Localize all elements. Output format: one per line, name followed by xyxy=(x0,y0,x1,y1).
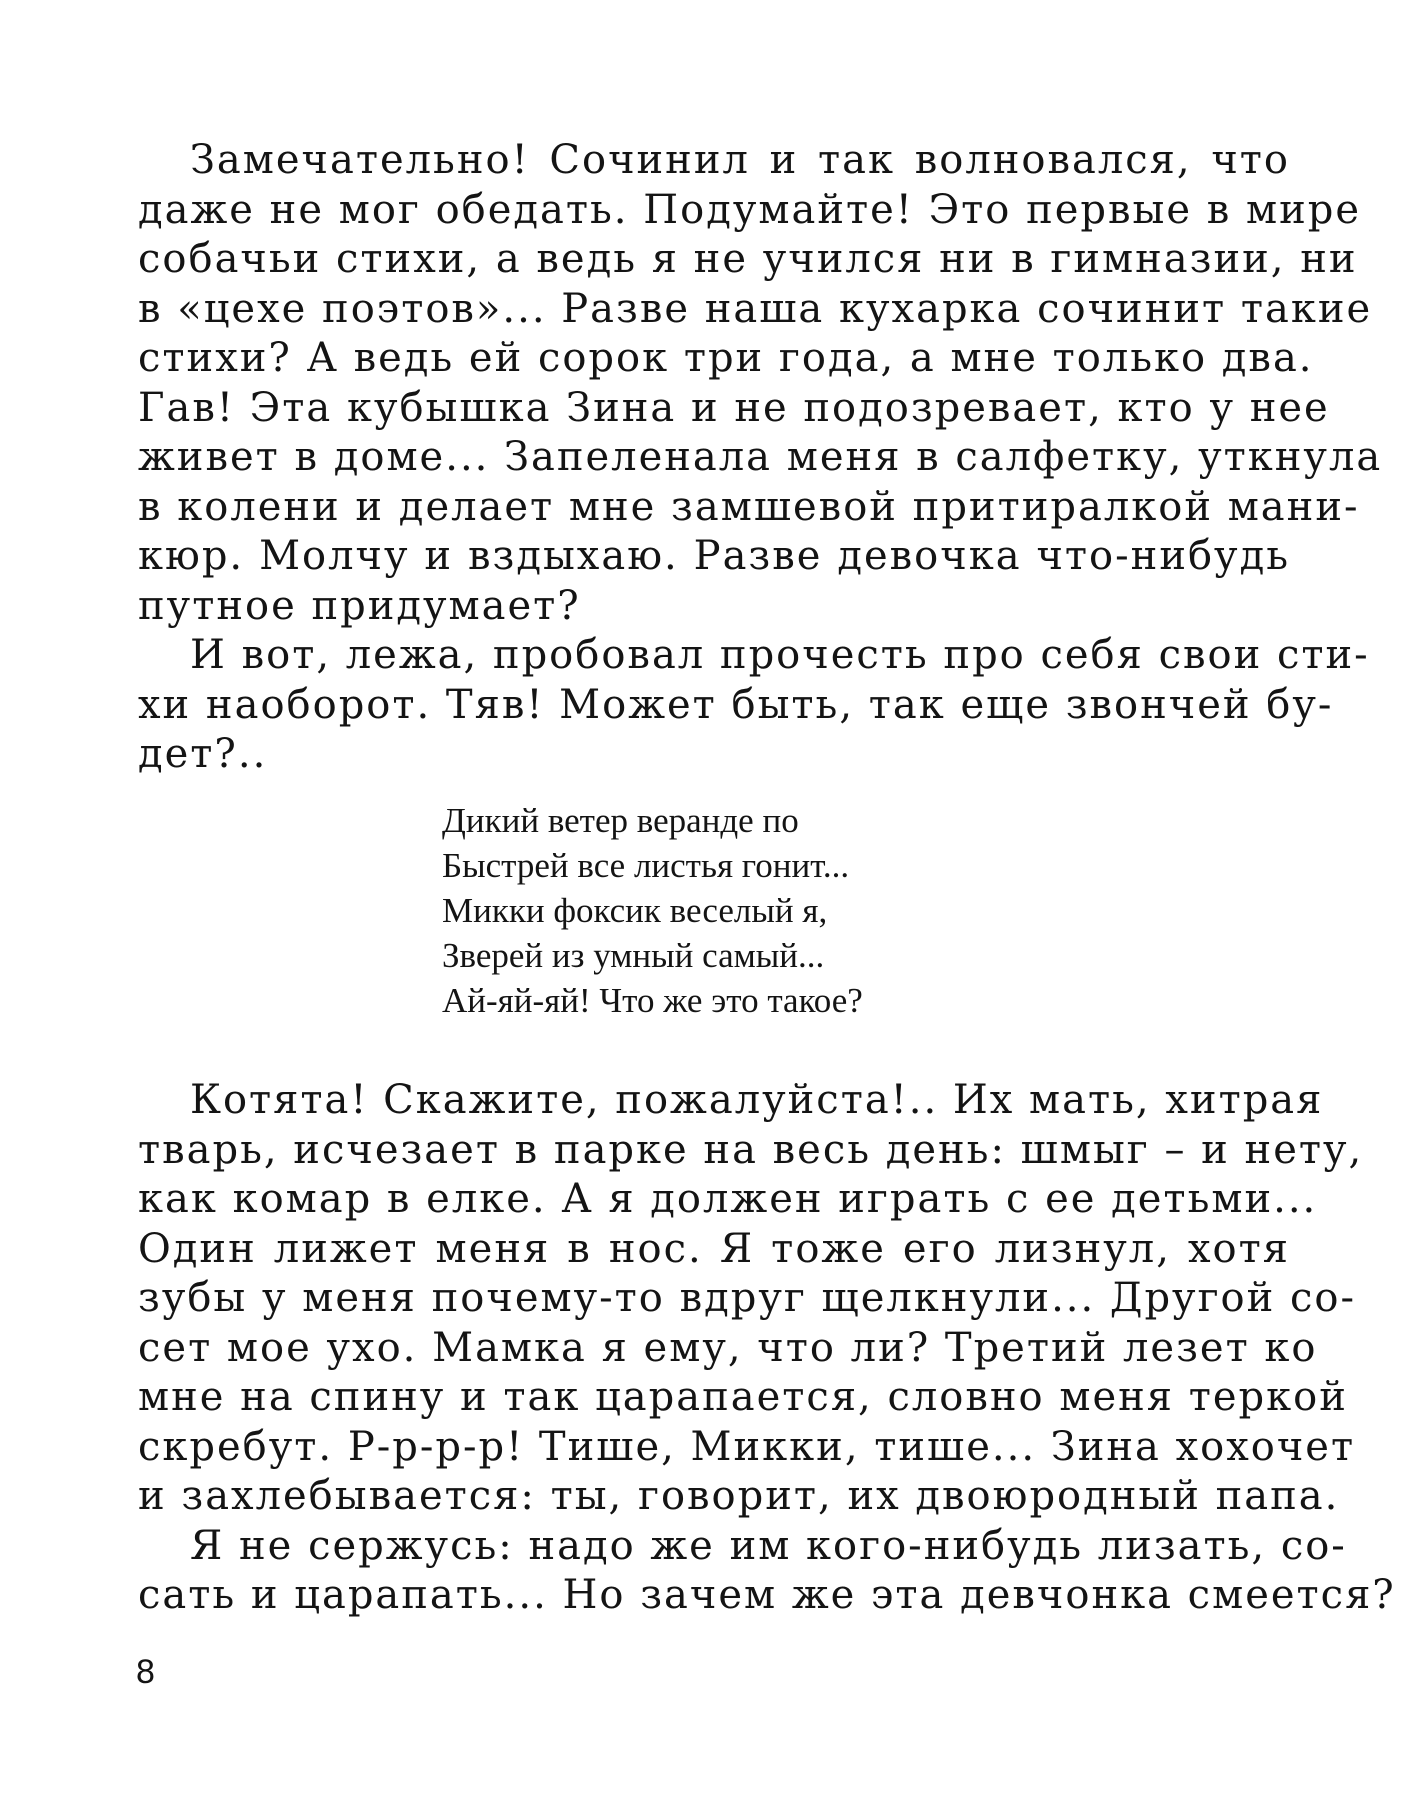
text-line: Один лижет меня в нос. Я тоже его лизнул, хотя xyxy=(138,1225,1290,1272)
text-line: тварь, исчезает в парке на весь день: шмыг – и нету, xyxy=(138,1126,1364,1173)
text-line: в «цехе поэтов»... Разве наша кухарка сочинит такие xyxy=(138,285,1373,332)
text-line: И вот, лежа, пробовал прочесть про себя свои сти- xyxy=(190,632,1370,678)
text-line: стихи? А ведь ей сорок три года, а мне только два. xyxy=(138,335,1314,381)
text-line: Гав! Эта кубышка Зина и не подозревает, кто у нее xyxy=(138,384,1330,431)
text-line: в колени и делает мне замшевой притиралкой мани- xyxy=(138,483,1360,530)
text-line: Котята! Скажите, пожалуйста!.. Их мать, хитрая xyxy=(190,1077,1324,1123)
poem-line: Микки фоксик веселый я, xyxy=(442,891,828,930)
poem-line: Дикий ветер веранде по xyxy=(442,801,799,840)
text-line: живет в доме... Запеленала меня в салфетку, уткнула xyxy=(138,434,1383,480)
text-block-2 xyxy=(138,1076,1396,1621)
poem-line: Зверей из умный самый... xyxy=(442,936,825,975)
text-line: и захлебывается: ты, говорит, их двоюродный папа. xyxy=(138,1473,1340,1519)
text-line: зубы у меня почему-то вдруг щелкнули... Другой со- xyxy=(138,1275,1357,1321)
text-line: собачьи стихи, а ведь я не учился ни в гимназии, ни xyxy=(138,236,1358,282)
text-line: Замечательно! Сочинил и так волновался, что xyxy=(190,137,1290,183)
text-line: хи наоборот. Тяв! Может быть, так еще звончей бу- xyxy=(138,681,1334,728)
text-line: дет?.. xyxy=(138,731,268,777)
text-line: даже не мог обедать. Подумайте! Это первые в мире xyxy=(138,186,1362,233)
text-line: кюр. Молчу и вздыхаю. Разве девочка что-нибудь xyxy=(138,533,1290,579)
poem-line: Быстрей все листья гонит... xyxy=(442,846,850,885)
text-line: Я не сержусь: надо же им кого-нибудь лизать, со- xyxy=(190,1522,1347,1569)
text-line: сет мое ухо. Мамка я ему, что ли? Третий лезет ко xyxy=(138,1324,1318,1371)
page-number: 8 xyxy=(136,1653,155,1691)
text-line: скребут. Р-р-р-р! Тише, Микки, тише... Зина хохочет xyxy=(138,1423,1356,1470)
text-line: как комар в елке. А я должен играть с ее детьми... xyxy=(138,1176,1318,1222)
text-block-1 xyxy=(138,136,1383,780)
text-line: сать и царапать... Но зачем же эта девчонка смеется? xyxy=(138,1572,1396,1618)
poem xyxy=(442,798,863,1023)
text-line: мне на спину и так царапается, словно меня теркой xyxy=(138,1374,1348,1420)
poem-line: Ай-яй-яй! Что же это такое? xyxy=(442,981,863,1020)
text-line: путное придумает? xyxy=(138,582,581,629)
